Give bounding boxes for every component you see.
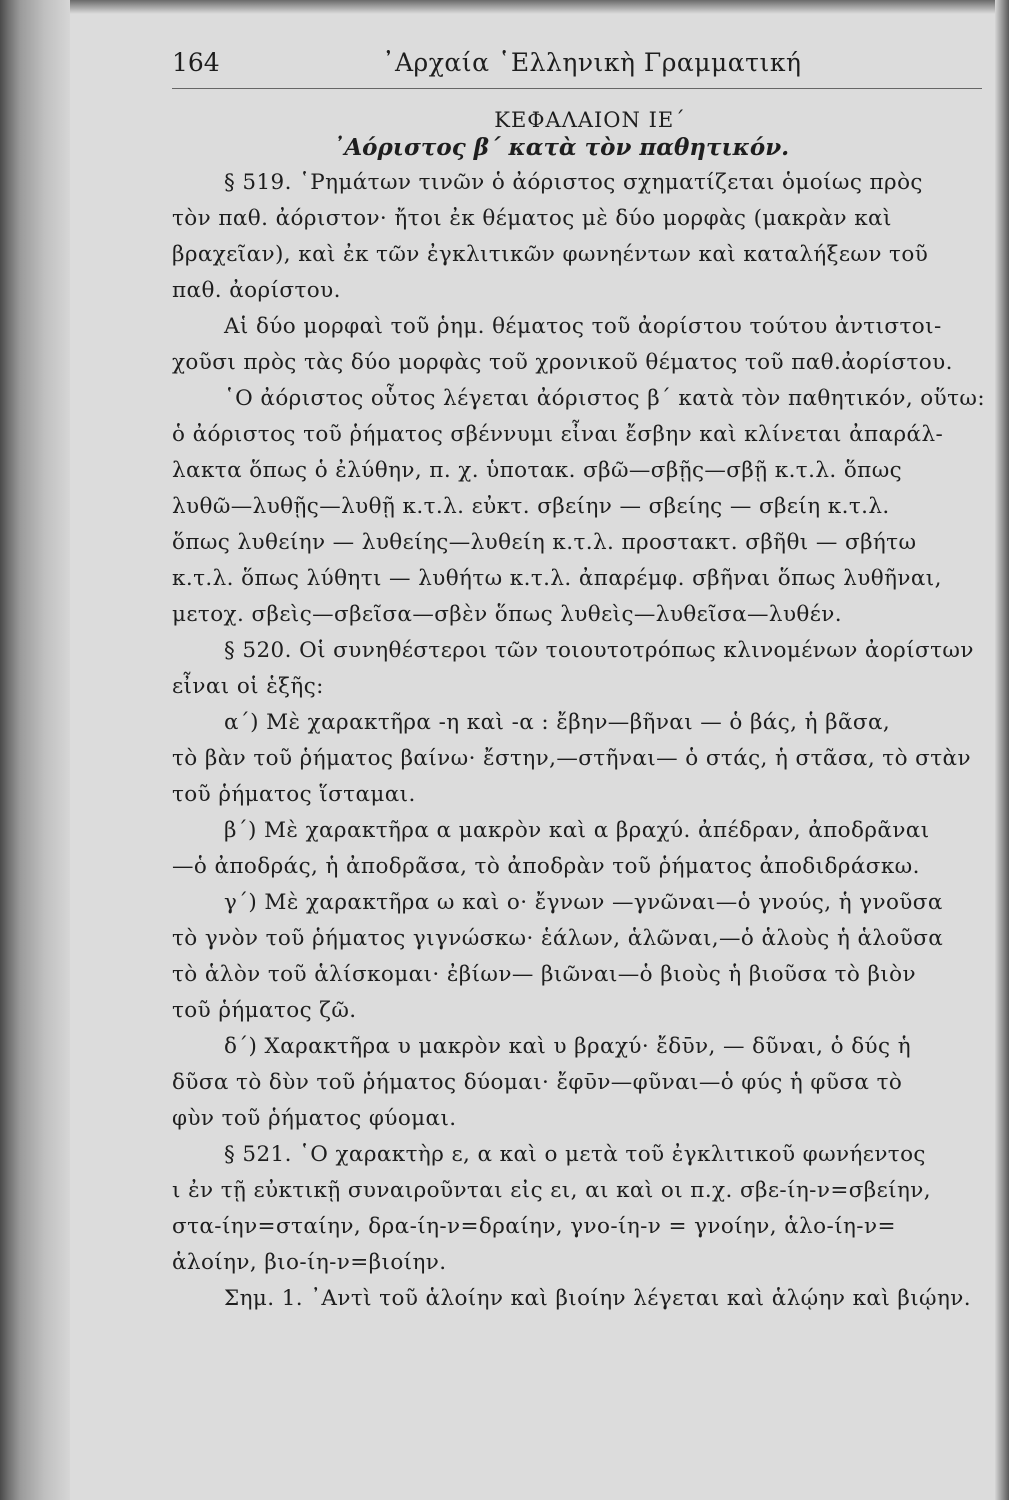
text-line: δῦσα τὸ δὺν τοῦ ῥήματος δύομαι· ἔφῡν—φῦναι—ὁ φύς ἡ φῦσα τὸ	[172, 1070, 903, 1095]
text-line: ὁ ἀόριστος τοῦ ῥήματος σβέννυμι εἶναι ἔσβην καὶ κλίνεται ἀπαράλ-	[172, 422, 944, 447]
text-line: δ΄) Χαρακτῆρα υ μακρὸν καὶ υ βραχύ· ἔδῡν, — δῦναι, ὁ δύς ἡ	[224, 1034, 911, 1059]
text-area	[172, 40, 990, 1317]
body-text	[172, 165, 990, 1317]
text-line: β΄) Μὲ χαρακτῆρα α μακρὸν καὶ α βραχύ. ἀπέδραν, ἀποδρᾶναι	[224, 818, 930, 843]
text-line: τὸν παθ. ἀόριστον· ἤτοι ἐκ θέματος μὲ δύο μορφὰς (μακρὰν καὶ	[172, 206, 892, 231]
text-line: λακτα ὅπως ὁ ἐλύθην, π. χ. ὑποτακ. σβῶ—σβῇς—σβῇ κ.τ.λ. ὅπως	[172, 458, 903, 483]
text-line: τοῦ ῥήματος ζῶ.	[172, 998, 357, 1023]
page-number: 164	[172, 48, 220, 77]
text-line: α΄) Μὲ χαρακτῆρα -η καὶ -α : ἔβην—βῆναι — ὁ βάς, ἡ βᾶσα,	[224, 710, 891, 735]
text-line: τὸ ἁλὸν τοῦ ἁλίσκομαι· ἐβίων— βιῶναι—ὁ βιοὺς ἡ βιοῦσα τὸ βιὸν	[172, 962, 916, 987]
running-header	[172, 40, 990, 90]
page-top-shadow	[0, 0, 1009, 14]
chapter-subtitle: ᾿Αόριστος β΄ κατὰ τὸν παθητικόν.	[332, 134, 790, 161]
text-line: —ὁ ἀποδράς, ἡ ἀποδρᾶσα, τὸ ἀποδρὰν τοῦ ῥήματος ἀποδιδράσκω.	[172, 854, 920, 879]
text-line: ι ἐν τῇ εὐκτικῇ συναιροῦνται εἰς ει, αι καὶ οι π.χ. σβε-ίη-ν=σβείην,	[172, 1178, 931, 1203]
text-line: μετοχ. σβεὶς—σβεῖσα—σβὲν ὅπως λυθεὶς—λυθεῖσα—λυθέν.	[172, 602, 842, 627]
text-line: τὸ βὰν τοῦ ῥήματος βαίνω· ἔστην,—στῆναι— ὁ στάς, ἡ στᾶσα, τὸ στὰν	[172, 746, 971, 771]
text-line: τοῦ ῥήματος ἵσταμαι.	[172, 782, 416, 807]
text-line: γ΄) Μὲ χαρακτῆρα ω καὶ ο· ἔγνων —γνῶναι—ὁ γνούς, ἡ γνοῦσα	[224, 890, 943, 915]
text-line: ῾Ο ἀόριστος οὗτος λέγεται ἀόριστος β΄ κατὰ τὸν παθητικόν, οὕτω:	[224, 386, 985, 411]
running-title: ᾿Αρχαία ῾Ελληνικὴ Γραμματική	[382, 48, 802, 77]
text-line: εἶναι οἱ ἑξῆς:	[172, 674, 324, 699]
text-line: χοῦσι πρὸς τὰς δύο μορφὰς τοῦ χρονικοῦ θέματος τοῦ παθ.ἀορίστου.	[172, 350, 953, 375]
page-right-edge	[995, 0, 1009, 1500]
text-line: τὸ γνὸν τοῦ ῥήματος γιγνώσκω· ἑάλων, ἁλῶναι,—ὁ ἁλοὺς ἡ ἁλοῦσα	[172, 926, 944, 951]
text-line: λυθῶ—λυθῇς—λυθῇ κ.τ.λ. εὐκτ. σβείην — σβείης — σβείη κ.τ.λ.	[172, 494, 890, 519]
chapter-heading: ΚΕΦΑΛΑΙΟΝ ΙΕ΄	[494, 108, 686, 132]
text-line: § 521. ῾Ο χαρακτὴρ ε, α καὶ ο μετὰ τοῦ ἐγκλιτικοῦ φωνήεντος	[224, 1142, 926, 1167]
text-line: βραχεῖαν), καὶ ἐκ τῶν ἐγκλιτικῶν φωνηέντων καὶ καταλήξεων τοῦ	[172, 242, 929, 267]
text-line: § 520. Οἱ συνηθέστεροι τῶν τοιουτοτρόπως κλινομένων ἀορίστων	[224, 638, 974, 663]
text-line: ὅπως λυθείην — λυθείης—λυθείη κ.τ.λ. προστακτ. σβῆθι — σβήτω	[172, 530, 917, 555]
header-rule	[172, 88, 982, 89]
text-line: στα-ίην=σταίην, δρα-ίη-ν=δραίην, γνο-ίη-ν = γνοίην, ἁλο-ίη-ν=	[172, 1214, 896, 1239]
text-line: § 519. ῾Ρημάτων τινῶν ὁ ἀόριστος σχηματίζεται ὁμοίως πρὸς	[224, 170, 923, 195]
text-line: ἁλοίην, βιο-ίη-ν=βιοίην.	[172, 1250, 447, 1275]
text-line: κ.τ.λ. ὅπως λύθητι — λυθήτω κ.τ.λ. ἀπαρέμφ. σβῆναι ὅπως λυθῆναι,	[172, 566, 942, 591]
text-line: Σημ. 1. ᾿Αντὶ τοῦ ἁλοίην καὶ βιοίην λέγεται καὶ ἁλῴην καὶ βιῴην.	[224, 1286, 971, 1311]
book-binding-edge	[0, 0, 70, 1500]
text-line: Αἱ δύο μορφαὶ τοῦ ῥημ. θέματος τοῦ ἀορίστου τούτου ἀντιστοι-	[224, 314, 942, 339]
text-line: φὺν τοῦ ῥήματος φύομαι.	[172, 1106, 457, 1131]
text-line: παθ. ἀορίστου.	[172, 278, 341, 303]
